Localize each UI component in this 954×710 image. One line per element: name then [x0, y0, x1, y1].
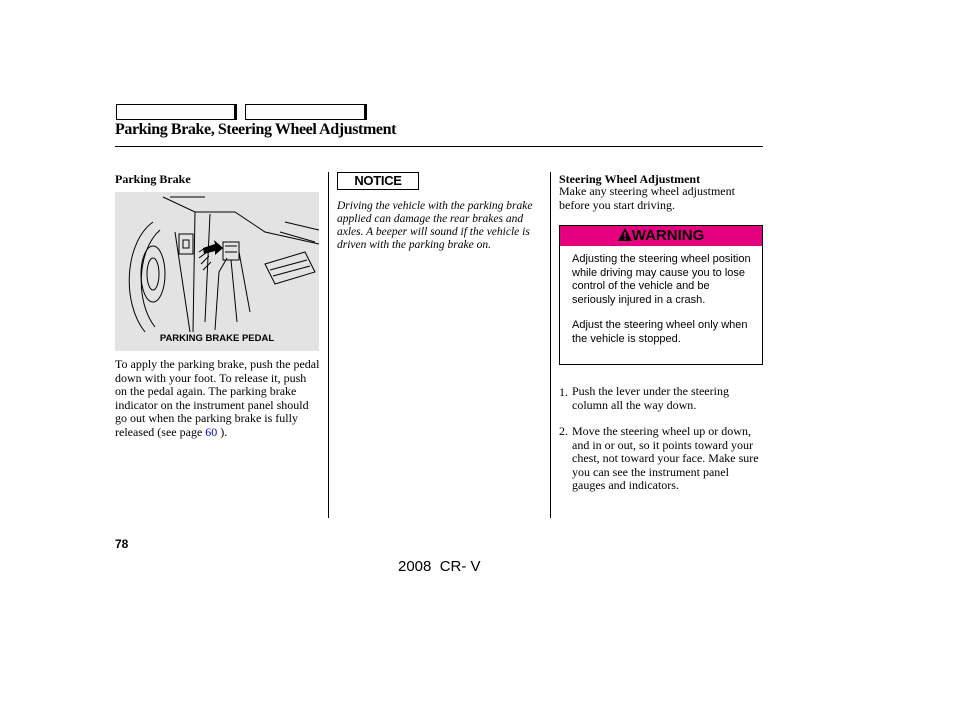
illustration-caption: PARKING BRAKE PEDAL: [159, 333, 275, 344]
warning-label: WARNING: [631, 227, 705, 244]
warning-text-2: Adjust the steering wheel only when the vehicle is stopped.: [572, 319, 748, 345]
parking-brake-illustration: [115, 192, 319, 351]
step-1-text: Push the lever under the steering column all the way down.: [572, 384, 729, 412]
parking-brake-text-end: ).: [220, 424, 228, 439]
pointer-arrow-icon: [203, 240, 223, 255]
warning-box: [559, 225, 763, 365]
warning-header: [560, 226, 762, 246]
parking-brake-drawing: [115, 192, 319, 351]
page-number: 78: [115, 537, 129, 551]
parking-brake-heading: Parking Brake: [115, 172, 191, 186]
warning-text: [572, 253, 756, 358]
nav-tab-box-1[interactable]: [116, 104, 237, 120]
parking-brake-paragraph: [115, 358, 321, 439]
page-title: Parking Brake, Steering Wheel Adjustment: [115, 121, 397, 138]
column-divider-left: [328, 172, 329, 518]
nav-tab-box-2[interactable]: [245, 104, 367, 120]
notice-label: NOTICE: [337, 172, 419, 190]
step-2-text: Move the steering wheel up or down, and in or out, so it points toward your chest, not toward your face. Make sure you can see the instrument panel gauges and indicators.: [572, 424, 759, 492]
warning-text-1: Adjusting the steering wheel position while driving may cause you to lose control of the vehicle and be seriously injured in a crash.: [572, 253, 751, 306]
parking-brake-text: To apply the parking brake, push the pedal down with your foot. To release it, push on the pedal again. The parking brake indicator on the instrument panel should go out when the parking brake is fully released (see page: [115, 357, 320, 439]
steering-wheel-heading: Steering Wheel Adjustment: [559, 172, 701, 186]
step-2-number: 2.: [559, 424, 568, 438]
warning-triangle-icon: [618, 228, 632, 241]
column-divider-right: [550, 172, 551, 518]
title-rule: [115, 146, 763, 147]
page-link[interactable]: 60: [205, 424, 218, 439]
steering-wheel-intro: Make any steering wheel adjustment before you start driving.: [559, 184, 735, 212]
model-footer: 2008 CR- V: [398, 558, 481, 575]
notice-text: Driving the vehicle with the parking brake applied can damage the rear brakes and axles. A beeper will sound if the vehicle is driven with the parking brake on.: [337, 200, 533, 251]
step-1-number: 1.: [559, 385, 568, 399]
